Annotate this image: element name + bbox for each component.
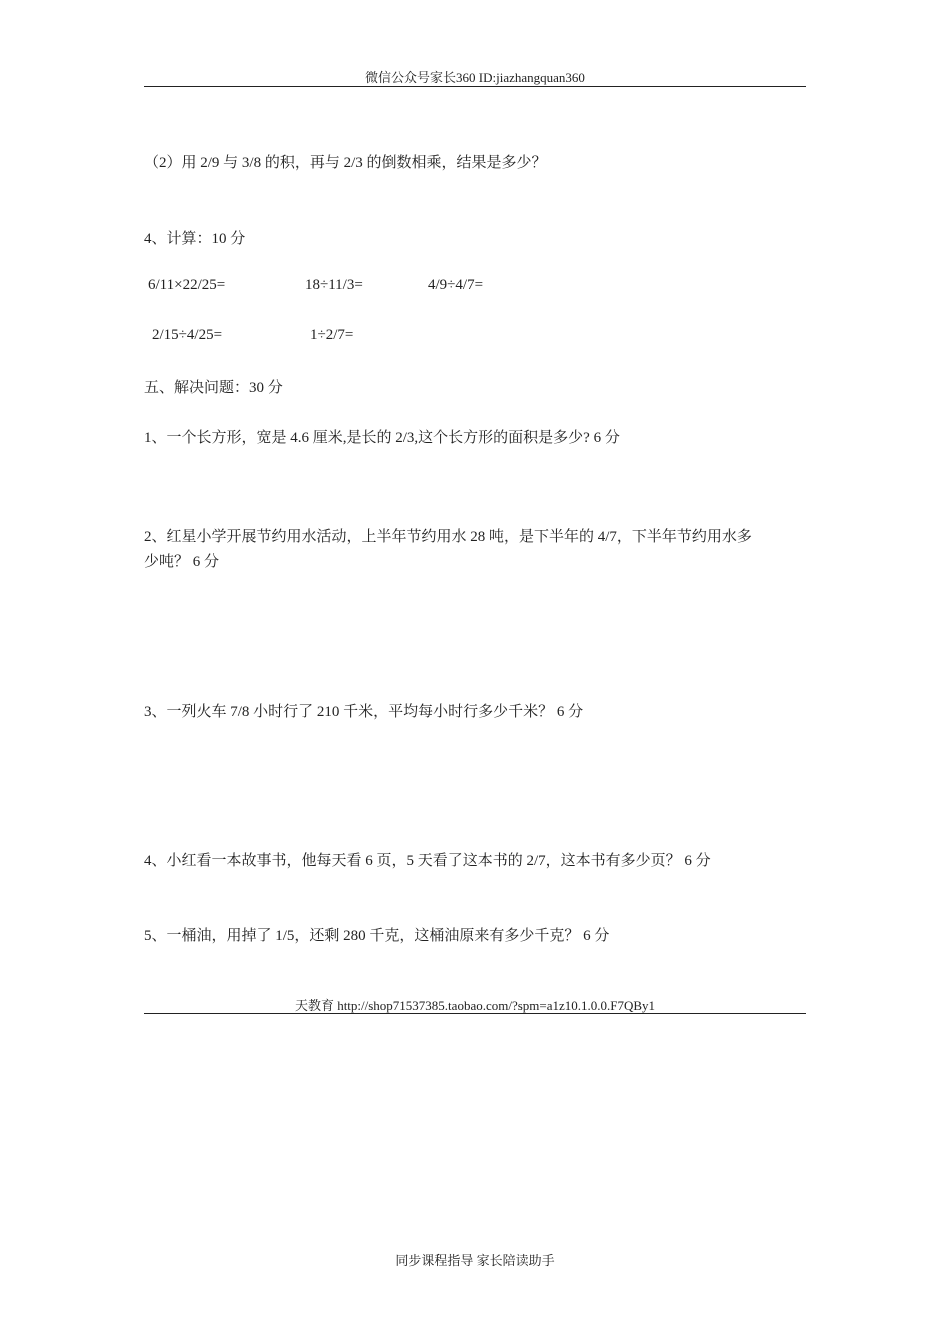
footer-divider [144,1013,806,1014]
section-5-title: 五、解决问题：30 分 [144,380,283,396]
calc-expression: 2/15÷4/25= [152,327,223,343]
question-2-sub: （2）用 2/9 与 3/8 的积，再与 2/3 的倒数相乘，结果是多少？ [144,155,547,171]
calc-expression: 18÷11/3= [305,277,363,293]
problem-2-line-2: 少吨？ 6 分 [144,554,220,570]
problem-1: 1、一个长方形，宽是 4.6 厘米,是长的 2/3,这个长方形的面积是多少? 6 分 [144,430,620,446]
calc-expression: 4/9÷4/7= [428,277,484,293]
question-4-title: 4、计算：10 分 [144,231,246,247]
page-bottom-caption: 同步课程指导 家长陪读助手 [395,1253,555,1268]
problem-5: 5、一桶油，用掉了 1/5，还剩 280 千克，这桶油原来有多少千克？ 6 分 [144,928,610,944]
page-header: 微信公众号家长360 ID:jiazhangquan360 [365,70,585,85]
problem-3: 3、一列火车 7/8 小时行了 210 千米，平均每小时行多少千米？ 6 分 [144,704,584,720]
page-footer: 天教育 http://shop71537385.taobao.com/?spm=a1z10.1.0.0.F7QBy1 [294,998,656,1013]
problem-4: 4、小红看一本故事书，他每天看 6 页，5 天看了这本书的 2/7，这本书有多少页？ 6 分 [144,853,711,869]
problem-2-line-1: 2、红星小学开展节约用水活动，上半年节约用水 28 吨，是下半年的 4/7，下半年节约用水多 [144,529,752,545]
calc-expression: 1÷2/7= [310,327,354,343]
header-divider [144,86,806,87]
calc-expression: 6/11×22/25= [148,277,226,293]
